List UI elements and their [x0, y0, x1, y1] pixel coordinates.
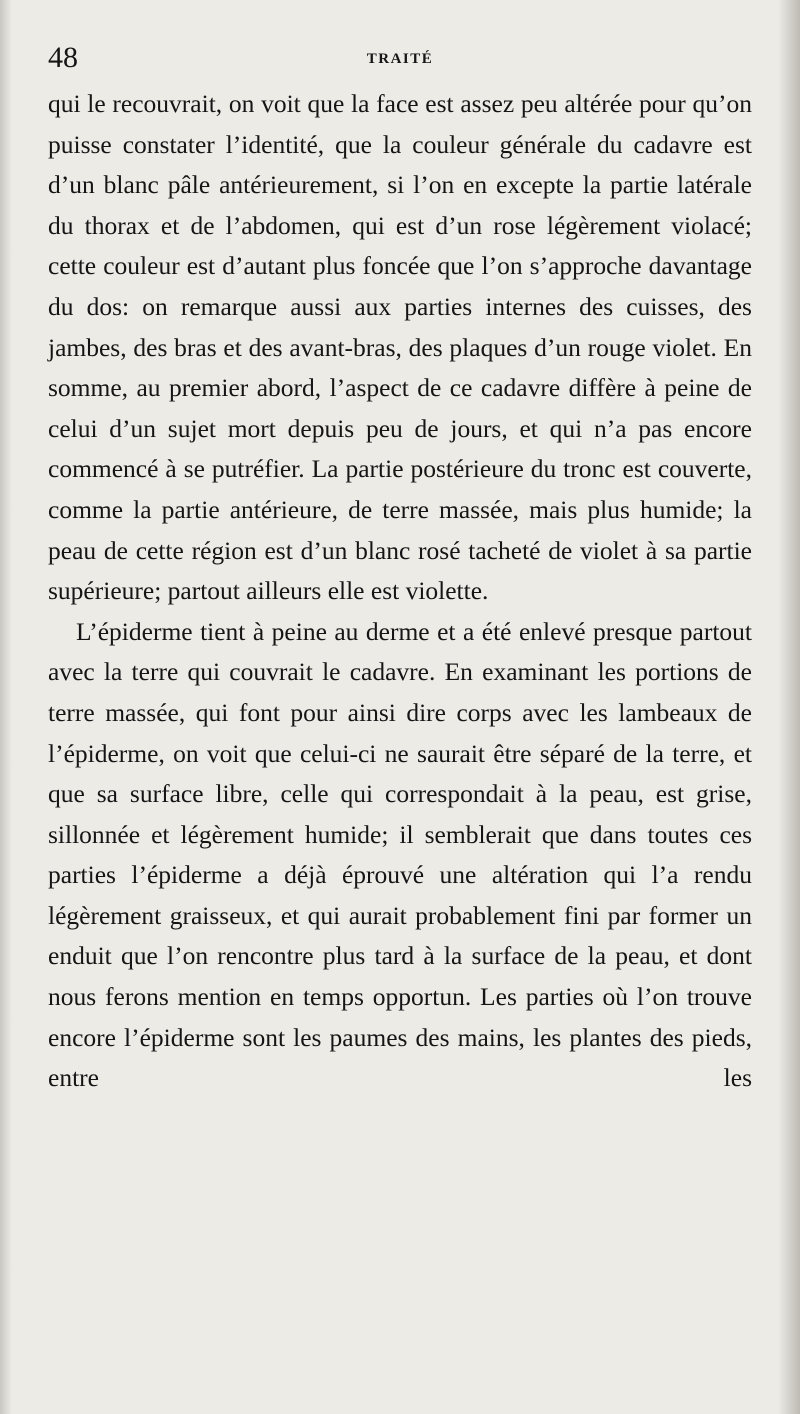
page-edge-shadow-right	[778, 0, 800, 1414]
page-header	[48, 38, 752, 82]
running-title: TRAITÉ	[366, 51, 434, 67]
paragraph-2: L’épiderme tient à peine au derme et a été enlevé presque partout avec la terre qui couvrait le cadavre. En examinant les portions de terre massée, qui font pour ainsi dire corps avec les lambeaux de l’épiderme, on voit que celui-ci ne saurait être séparé de la terre, et que sa surface libre, celle qui correspondait à la peau, est grise, sillonnée et légèrement humide; il semblerait que dans toutes ces parties l’épiderme a déjà éprouvé une altération qui l’a rendu légèrement graisseux, et qui aurait probablement fini par former un enduit que l’on rencontre plus tard à la surface de la peau, et dont nous ferons mention en temps opportun. Les parties où l’on trouve encore l’épiderme sont les paumes des mains, les plantes des pieds, entre les	[48, 616, 752, 1093]
body-text	[48, 84, 752, 1099]
paragraph-1: qui le recouvrait, on voit que la face est assez peu altérée pour qu’on puisse constater l’identité, que la couleur générale du cadavre est d’un blanc pâle antérieurement, si l’on en excepte la partie latérale du thorax et de l’abdomen, qui est d’un rose légèrement violacé; cette couleur est d’autant plus foncée que l’on s’approche davantage du dos: on remarque aussi aux parties internes des cuisses, des jambes, des bras et des avant-bras, des plaques d’un rouge violet. En somme, au premier abord, l’aspect de ce cadavre diffère à peine de celui d’un sujet mort depuis peu de jours, et qui n’a pas encore commencé à se putréfier. La partie postérieure du tronc est couverte, comme la partie antérieure, de terre massée, mais plus humide; la peau de cette région est d’un blanc rosé tacheté de violet à sa partie supérieure; partout ailleurs elle est violette.	[48, 89, 752, 606]
page-number: 48	[48, 41, 78, 74]
page-edge-shadow-left	[0, 0, 12, 1414]
